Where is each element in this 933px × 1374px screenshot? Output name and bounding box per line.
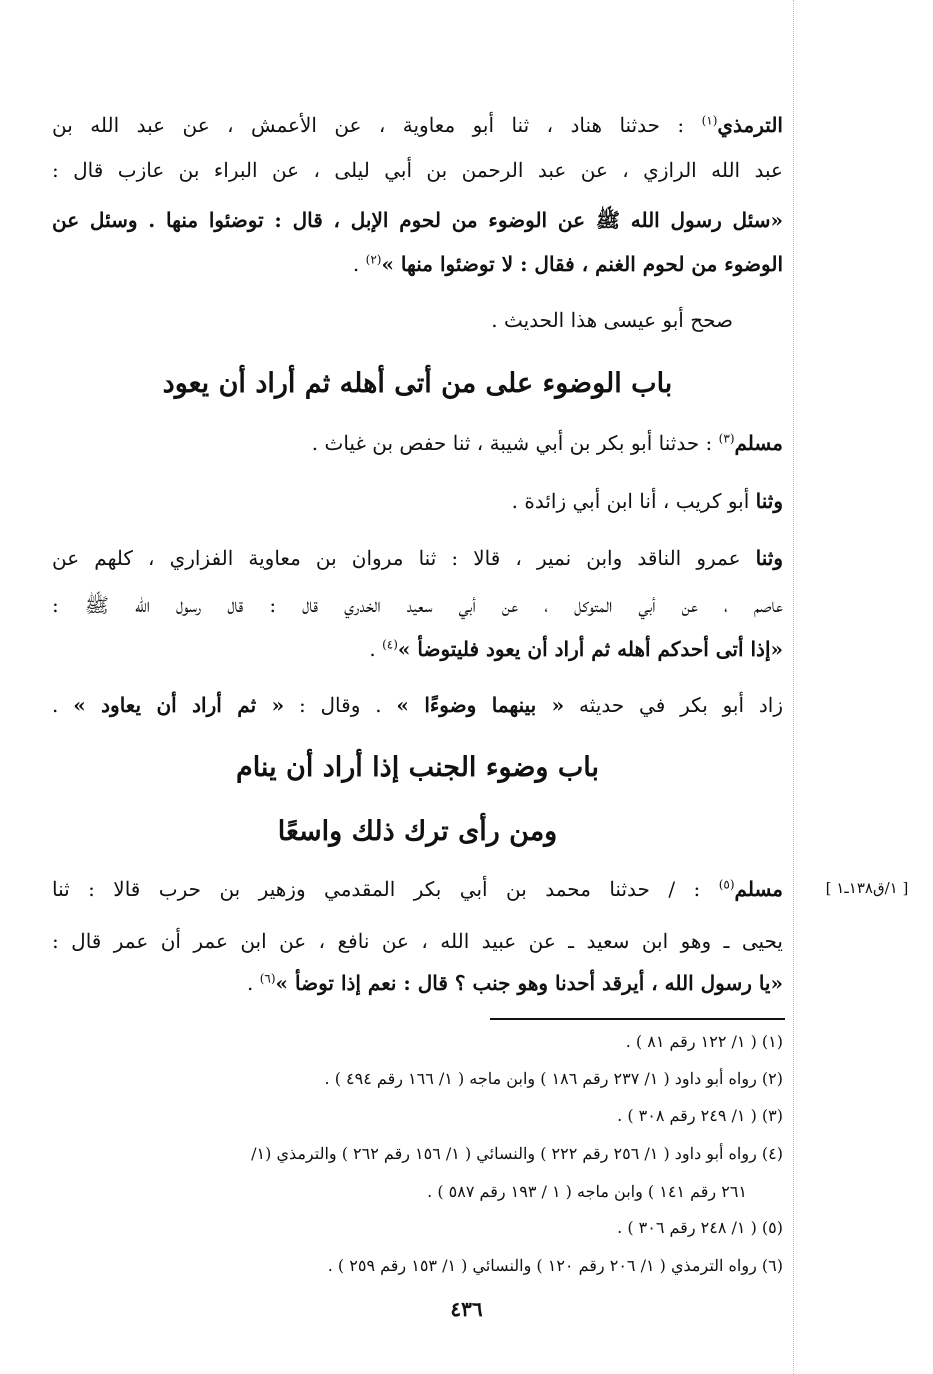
isnad-text: : حدثنا أبو بكر بن أبي شيبة ، ثنا حفص بن غياث . bbox=[311, 431, 713, 455]
narrator-lead: الترمذي bbox=[717, 113, 783, 137]
quote-b: « بينهما وضوءًا » bbox=[396, 693, 565, 717]
page-number: ٤٣٦ bbox=[450, 1297, 483, 1321]
punct: . bbox=[352, 252, 360, 276]
quote-d: « ثم أراد أن يعاود » bbox=[73, 693, 285, 717]
text-c: . وقال : bbox=[298, 693, 382, 717]
p1-line4 bbox=[52, 247, 783, 281]
hadith-text: الوضوء من لحوم الغنم ، فقال : لا توضئوا منها » bbox=[381, 252, 783, 276]
narrator-lead: وثنا bbox=[755, 489, 783, 513]
isnad-text: : / حدثنا محمد بن أبي بكر المقدمي وزهير بن حرب قالا : ثنا bbox=[52, 877, 701, 901]
hadith-text: «إذا أتى أحدكم أهله ثم أراد أن يعود فليتوضأ » bbox=[397, 637, 783, 661]
p7-line2: يحيى ـ وهو ابن سعيد ـ عن عبيد الله ، عن نافع ، عن ابن عمر أن عمر قال : bbox=[52, 929, 783, 953]
footnote-6: (٦) رواه الترمذي ( ١/ ٢٠٦ رقم ١٢٠ ) والنسائي ( ١/ ١٥٣ رقم ٢٥٩ ) . bbox=[327, 1256, 783, 1275]
p7-line3 bbox=[52, 966, 783, 1000]
punct: . bbox=[369, 637, 376, 661]
p4-line bbox=[52, 484, 783, 518]
chapter-heading-2-line2: ومن رأى ترك ذلك واسعًا bbox=[277, 816, 558, 847]
footnote-ref[interactable]: (٣) bbox=[718, 431, 735, 446]
text-a: زاد أبو بكر في حديثه bbox=[579, 693, 783, 717]
punct: . bbox=[52, 693, 59, 717]
footnote-3: (٣) ( ١/ ٢٤٩ رقم ٣٠٨ ) . bbox=[617, 1106, 783, 1125]
footnote-separator bbox=[490, 1018, 785, 1020]
footnote-1: (١) ( ١/ ١٢٢ رقم ٨١ ) . bbox=[625, 1032, 783, 1051]
manuscript-folio-marker: [ ١/ق١٣٨ـ١ ] bbox=[825, 879, 909, 897]
footnote-2: (٢) رواه أبو داود ( ١/ ٢٣٧ رقم ١٨٦ ) وابن ماجه ( ١/ ١٦٦ رقم ٤٩٤ ) . bbox=[324, 1069, 783, 1088]
narrator-lead: وثنا bbox=[755, 546, 783, 570]
hadith-text: «يا رسول الله ، أيرقد أحدنا وهو جنب ؟ قال : نعم إذا توضأ » bbox=[275, 971, 783, 995]
footnote-ref[interactable]: (٢) bbox=[365, 252, 382, 267]
footnote-ref[interactable]: (٤) bbox=[382, 637, 398, 652]
footnote-ref[interactable]: (٦) bbox=[259, 971, 276, 986]
chapter-heading-2-line1: باب وضوء الجنب إذا أراد أن ينام bbox=[235, 752, 599, 783]
p2-line: صحح أبو عيسى هذا الحديث . bbox=[491, 308, 733, 332]
p1-line2: عبد الله الرازي ، عن عبد الرحمن بن أبي ليلى ، عن البراء بن عازب قال : bbox=[52, 158, 783, 182]
narrator-lead: مسلم bbox=[734, 431, 783, 455]
footnote-ref[interactable]: (٥) bbox=[718, 877, 735, 892]
isnad-text: عمرو الناقد وابن نمير ، قالا : ثنا مروان بن معاوية الفزاري ، كلهم عن bbox=[52, 546, 741, 570]
footnote-ref[interactable]: (١) bbox=[701, 113, 718, 128]
footnote-4-continued: ٢٦١ رقم ١٤١ ) وابن ماجه ( ١ / ١٩٣ رقم ٥٨٧ ) . bbox=[427, 1182, 747, 1201]
footnote-5: (٥) ( ١/ ٢٤٨ رقم ٣٠٦ ) . bbox=[617, 1218, 783, 1237]
chapter-heading-1: باب الوضوء على من أتى أهله ثم أراد أن يعود bbox=[162, 368, 673, 399]
isnad-text: : حدثنا هناد ، ثنا أبو معاوية ، عن الأعمش ، عن عبد الله بن bbox=[52, 113, 685, 137]
narrator-lead: مسلم bbox=[734, 877, 783, 901]
punct: . bbox=[247, 971, 254, 995]
p7-line1 bbox=[52, 872, 783, 906]
p1-line3: «سئل رسول الله ﷺ عن الوضوء من لحوم الإبل ، قال : توضئوا منها . وسئل عن bbox=[52, 208, 783, 232]
isnad-text: أبو كريب ، أنا ابن أبي زائدة . bbox=[511, 489, 750, 513]
p5-line2: عاصم ، عن أبي المتوكل ، عن أبي سعيد الخدري قال : قال رسول الله ﷺ : bbox=[52, 593, 783, 617]
p6-line bbox=[52, 688, 783, 722]
gutter-guide bbox=[793, 0, 794, 1374]
p3-line bbox=[52, 426, 783, 460]
p5-line3 bbox=[52, 632, 783, 666]
footnote-4: (٤) رواه أبو داود ( ١/ ٢٥٦ رقم ٢٢٢ ) والنسائي ( ١/ ١٥٦ رقم ٢٦٢ ) والترمذي (١/ bbox=[251, 1144, 783, 1163]
p5-line1 bbox=[52, 541, 783, 575]
p1-line1 bbox=[52, 108, 783, 142]
